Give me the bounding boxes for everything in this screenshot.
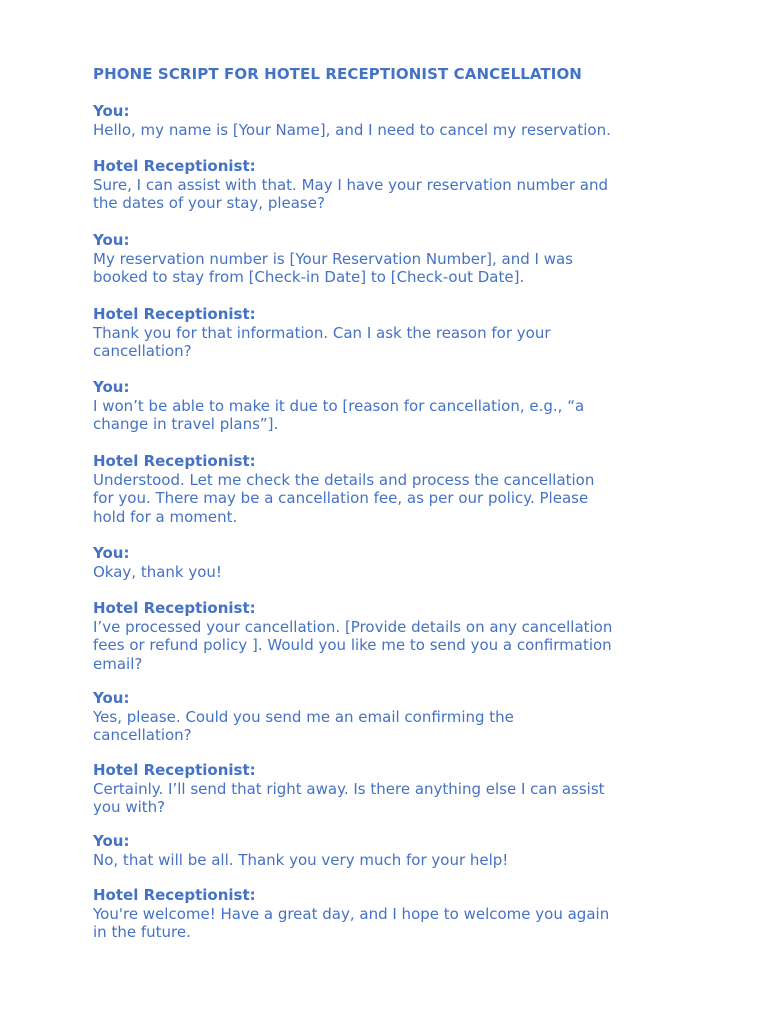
dialogue-turn [93, 544, 693, 581]
dialogue-turn [93, 689, 693, 745]
dialogue-line: hold for a moment. [93, 507, 238, 526]
speaker-label: Hotel Receptionist: [93, 886, 256, 904]
dialogue-line: email? [93, 654, 143, 673]
dialogue-line: the dates of your stay, please? [93, 194, 325, 212]
dialogue-line: Okay, thank you! [93, 562, 222, 581]
dialogue-line: No, that will be all. Thank you very much for your help! [93, 850, 509, 869]
speaker-label: Hotel Receptionist: [93, 305, 256, 323]
document-title: PHONE SCRIPT FOR HOTEL RECEPTIONIST CANCELLATION [93, 65, 582, 83]
dialogue-turn [93, 305, 693, 361]
speaker-label: You: [93, 689, 130, 707]
dialogue-line: My reservation number is [Your Reservation Number], and I was [93, 249, 573, 268]
speaker-label: Hotel Receptionist: [93, 157, 256, 175]
dialogue-line: Sure, I can assist with that. May I have your reservation number and [93, 175, 608, 194]
dialogue-line: Certainly. I’ll send that right away. Is there anything else I can assist [93, 779, 605, 798]
dialogue-line: change in travel plans”]. [93, 415, 279, 433]
dialogue-turn [93, 378, 693, 434]
dialogue-line: cancellation? [93, 342, 192, 360]
dialogue-turn [93, 832, 693, 869]
speaker-label: You: [93, 544, 130, 562]
speaker-label: Hotel Receptionist: [93, 761, 256, 779]
dialogue-line: for you. There may be a cancellation fee, as per our policy. Please [93, 489, 589, 507]
dialogue-line: booked to stay from [Check-in Date] to [Check-out Date]. [93, 268, 525, 286]
dialogue-line: Thank you for that information. Can I ask the reason for your [93, 323, 551, 342]
dialogue-turn [93, 761, 693, 817]
dialogue-turn [93, 102, 693, 139]
dialogue-line: fees or refund policy ]. Would you like me to send you a confirmation [93, 636, 612, 654]
dialogue-turn [93, 886, 693, 942]
dialogue-turn [93, 157, 693, 213]
dialogue-line: You're welcome! Have a great day, and I hope to welcome you again [93, 904, 610, 923]
dialogue-turn [93, 599, 693, 673]
dialogue-turn [93, 231, 693, 287]
dialogue-line: I won’t be able to make it due to [reason for cancellation, e.g., “a [93, 396, 585, 415]
speaker-label: Hotel Receptionist: [93, 599, 256, 617]
dialogue-line: Hello, my name is [Your Name], and I need to cancel my reservation. [93, 120, 611, 139]
speaker-label: You: [93, 378, 130, 396]
speaker-label: Hotel Receptionist: [93, 452, 256, 470]
speaker-label: You: [93, 102, 130, 120]
dialogue-line: I’ve processed your cancellation. [Provide details on any cancellation [93, 617, 613, 636]
dialogue-line: cancellation? [93, 726, 192, 744]
speaker-label: You: [93, 231, 130, 249]
dialogue-line: Yes, please. Could you send me an email confirming the [93, 707, 514, 726]
dialogue-turn [93, 452, 693, 526]
dialogue-line: Understood. Let me check the details and process the cancellation [93, 470, 595, 489]
dialogue-line: you with? [93, 798, 166, 816]
dialogue-line: in the future. [93, 923, 191, 941]
speaker-label: You: [93, 832, 130, 850]
